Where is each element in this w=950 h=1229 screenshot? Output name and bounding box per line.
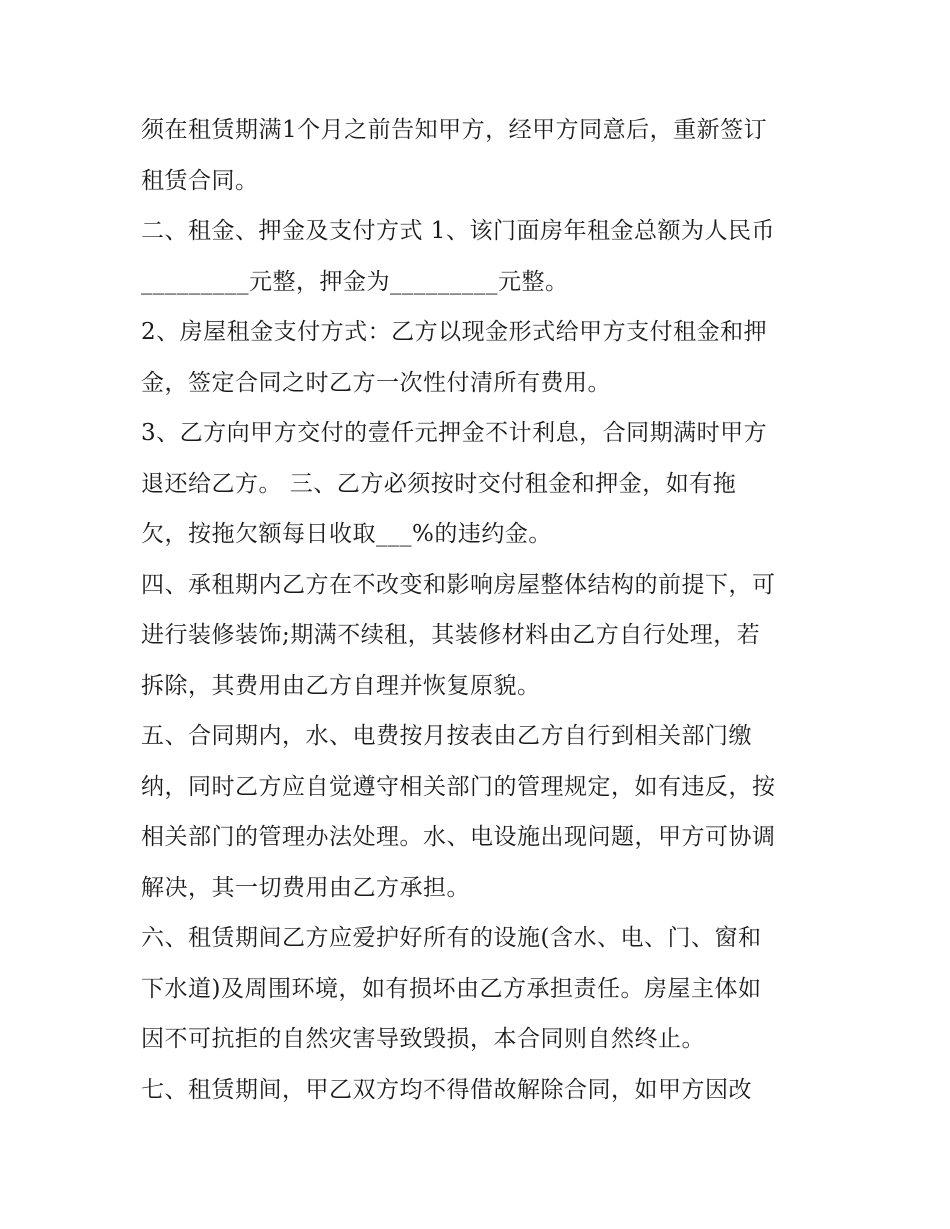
- paragraph-line: 二、租金、押金及支付方式 1、该门面房年租金总额为人民币: [141, 218, 775, 244]
- paragraph-line: 解决，其一切费用由乙方承担。: [141, 875, 470, 901]
- paragraph-line: 纳，同时乙方应自觉遵守相关部门的管理规定，如有违反，按: [141, 774, 776, 800]
- paragraph-line: 退还给乙方。 三、乙方必须按时交付租金和押金，如有拖: [141, 471, 737, 497]
- paragraph-line: 相关部门的管理办法处理。水、电设施出现问题，甲方可协调: [141, 824, 776, 850]
- paragraph-line: 欠，按拖欠额每日收取___%的违约金。: [141, 521, 552, 547]
- paragraph-line: 租赁合同。: [141, 168, 259, 194]
- paragraph-line: 3、乙方向甲方交付的壹仟元押金不计利息，合同期满时甲方: [141, 420, 768, 446]
- paragraph-line: _________元整，押金为_________元整。: [141, 269, 569, 295]
- paragraph-line: 四、承租期内乙方在不改变和影响房屋整体结构的前提下，可: [141, 572, 776, 598]
- paragraph-line: 七、租赁期间，甲乙双方均不得借故解除合同，如甲方因改: [141, 1077, 752, 1103]
- paragraph-line: 因不可抗拒的自然灾害导致毁损，本合同则自然终止。: [141, 1026, 705, 1052]
- paragraph-line: 拆除，其费用由乙方自理并恢复原貌。: [141, 673, 541, 699]
- paragraph-line: 六、租赁期间乙方应爱护好所有的设施(含水、电、门、窗和: [141, 925, 762, 951]
- paragraph-line: 须在租赁期满1个月之前告知甲方，经甲方同意后，重新签订: [141, 117, 768, 143]
- paragraph-line: 下水道)及周围环境，如有损坏由乙方承担责任。房屋主体如: [141, 976, 762, 1002]
- paragraph-line: 进行装修装饰;期满不续租，其装修材料由乙方自行处理，若: [141, 622, 761, 648]
- paragraph-line: 金，签定合同之时乙方一次性付清所有费用。: [141, 370, 611, 396]
- paragraph-line: 2、房屋租金支付方式：乙方以现金形式给甲方支付租金和押: [141, 319, 768, 345]
- paragraph-line: 五、合同期内，水、电费按月按表由乙方自行到相关部门缴: [141, 723, 752, 749]
